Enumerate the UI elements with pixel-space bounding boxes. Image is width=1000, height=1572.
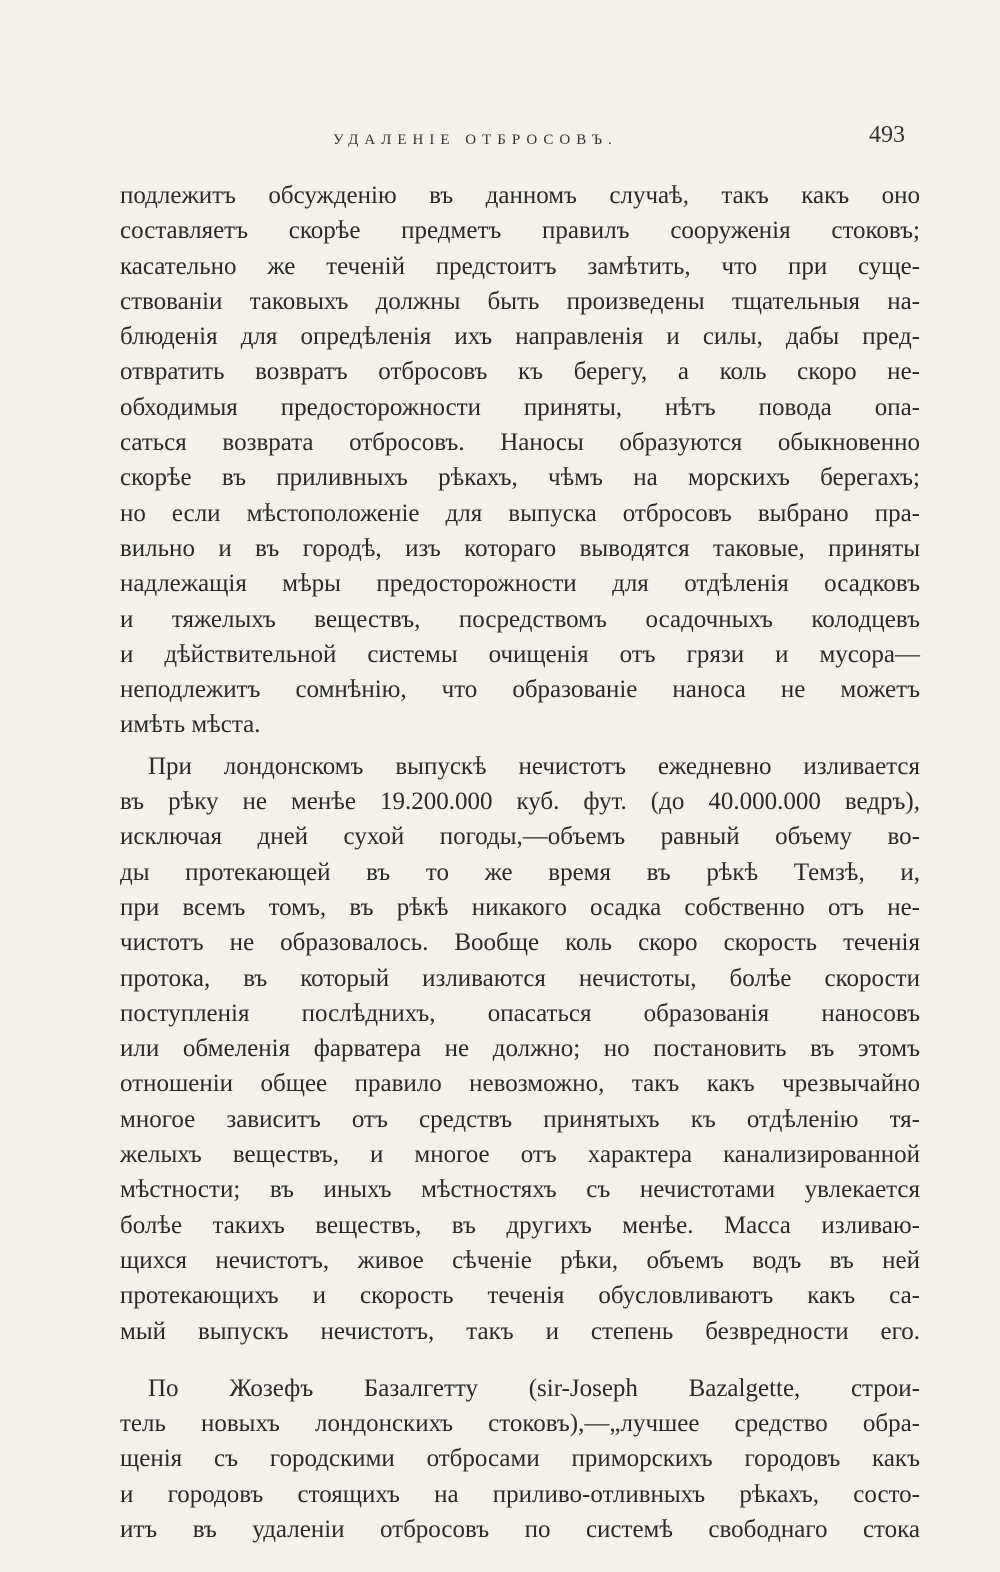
text-line: при всемъ томъ, въ рѣкѣ никакого осадка собственно отъ не-: [120, 893, 920, 921]
text-line: составляетъ скорѣе предметъ правилъ сооруженія стоковъ;: [120, 217, 920, 245]
text-line: саться возврата отбросовъ. Наносы образуются обыкновенно: [120, 429, 920, 457]
text-line: и дѣйствительной системы очищенія отъ грязи и мусора—: [120, 640, 920, 668]
text-line: касательно же теченій предстоитъ замѣтить, что при суще-: [120, 252, 920, 280]
text-line: или обмеленія фарватера не должно; но постановить въ этомъ: [120, 1035, 920, 1063]
text-line: протекающихъ и скорость теченія обусловливаютъ какъ са-: [120, 1282, 920, 1310]
text-line: отношеніи общее правило невозможно, такъ какъ чрезвычайно: [120, 1070, 920, 1098]
text-line: многое зависитъ отъ средствъ принятыхъ къ отдѣленію тя-: [120, 1105, 920, 1133]
text-line: болѣе такихъ веществъ, въ другихъ менѣе. Масса изливаю-: [120, 1211, 920, 1239]
text-line: ствованіи таковыхъ должны быть произведены тщательныя на-: [120, 287, 920, 315]
text-line: вильно и въ городѣ, изъ котораго выводятся таковые, приняты: [120, 534, 920, 562]
text-line: подлежитъ обсужденію въ данномъ случаѣ, такъ какъ оно: [120, 182, 920, 209]
text-line: желыхъ веществъ, и многое отъ характера канализированной: [120, 1141, 920, 1169]
page-number: 493: [869, 122, 905, 148]
body-text: [120, 178, 920, 1547]
text-line: въ рѣку не менѣе 19.200.000 куб. фут. (до 40.000.000 ведръ),: [120, 788, 920, 816]
text-line: надлежащія мѣры предосторожности для отдѣленія осадковъ: [120, 570, 920, 598]
paragraph-3: [120, 1371, 920, 1547]
text-line: неподлежитъ сомнѣнію, что образованіе наноса не можетъ: [120, 676, 920, 704]
running-head-title: УДАЛЕНІЕ ОТБРОСОВЪ.: [333, 132, 618, 148]
text-line: протока, въ который изливаются нечистоты, болѣе скорости: [120, 964, 920, 992]
text-line: поступленія послѣднихъ, опасаться образованія наносовъ: [120, 999, 920, 1027]
text-line: скорѣе въ приливныхъ рѣкахъ, чѣмъ на морскихъ берегахъ;: [120, 464, 920, 492]
text-line: исключая дней сухой погоды,—объемъ равный объему во-: [120, 823, 920, 851]
text-line: щихся нечистотъ, живое сѣченіе рѣки, объемъ водъ въ ней: [120, 1246, 920, 1274]
text-line: мѣстности; въ иныхъ мѣстностяхъ съ нечистотами увлекается: [120, 1176, 920, 1204]
text-line: При лондонскомъ выпускѣ нечистотъ ежедневно изливается: [148, 752, 920, 780]
running-head: [0, 122, 1000, 162]
text-line: тель новыхъ лондонскихъ стоковъ),—„лучшее средство обра-: [120, 1410, 920, 1438]
text-line: и городовъ стоящихъ на приливо-отливныхъ рѣкахъ, состо-: [120, 1480, 920, 1508]
text-line: имѣть мѣста.: [120, 711, 261, 739]
text-line: обходимыя предосторожности приняты, нѣтъ повода опа-: [120, 393, 920, 421]
text-line: щенія съ городскими отбросами приморскихъ городовъ какъ: [120, 1445, 920, 1473]
text-line: ды протекающей въ то же время въ рѣкѣ Темзѣ, и,: [120, 858, 920, 886]
paragraph-2: [120, 749, 920, 1349]
paragraph-1: [120, 178, 920, 743]
text-line: итъ въ удаленіи отбросовъ по системѣ свободнаго стока: [120, 1515, 920, 1543]
text-line: чистотъ не образовалось. Вообще коль скоро скорость теченія: [120, 929, 920, 957]
text-line: но если мѣстоположеніе для выпуска отбросовъ выбрано пра-: [120, 499, 920, 527]
text-line: и тяжелыхъ веществъ, посредствомъ осадочныхъ колодцевъ: [120, 605, 920, 633]
text-line: блюденія для опредѣленія ихъ направленія и силы, дабы пред-: [120, 323, 920, 351]
text-line: отвратить возвратъ отбросовъ къ берегу, а коль скоро не-: [120, 358, 920, 386]
text-line: По Жозефъ Базалгетту (sir-Joseph Bazalgette, строи-: [148, 1374, 920, 1402]
text-line: мый выпускъ нечистотъ, такъ и степень безвредности его.: [120, 1317, 920, 1345]
